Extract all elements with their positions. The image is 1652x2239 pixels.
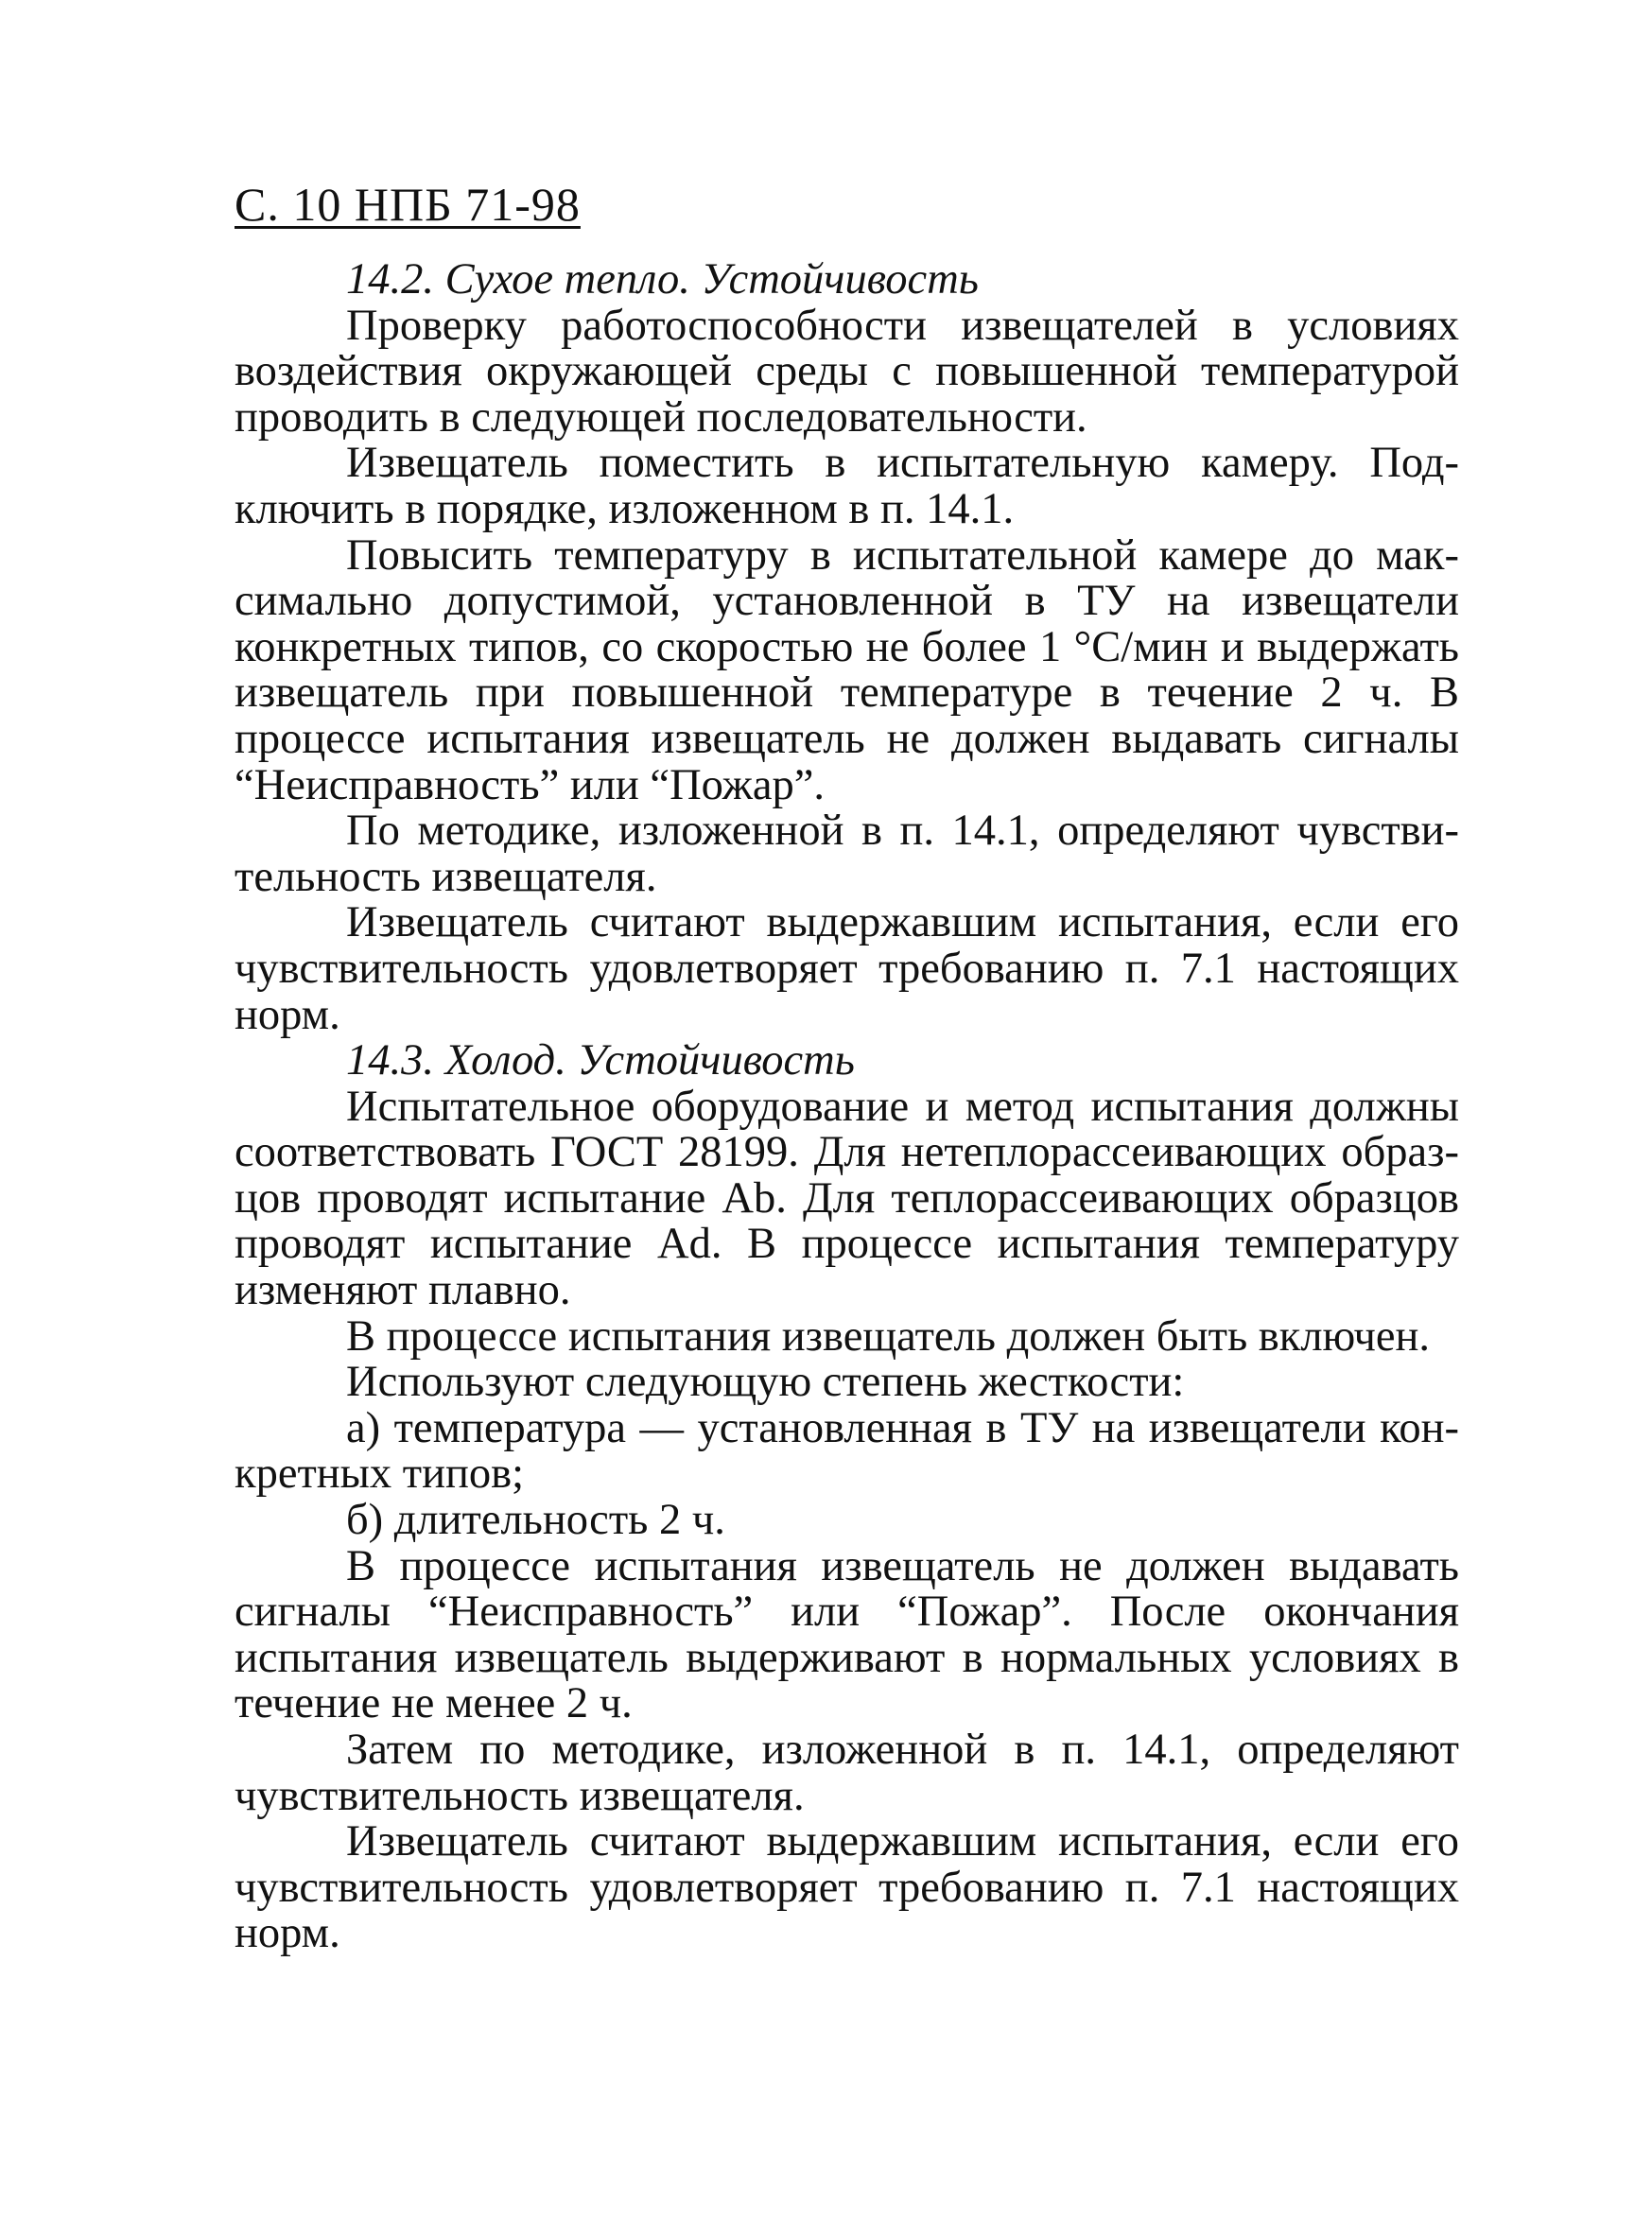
page-content [235,257,1459,1957]
section-14-2-paragraph-1: Проверку работоспособности извещателей в условиях воздействия окружающей среды с повышенной температурой проводить в следующей последовательности. [235,301,1459,442]
section-14-3-paragraph-1: Испытательное оборудование и метод испытания должны соответствовать ГОСТ 28199. Для нетеплорассеивающих образцов проводят испытание Ab. Для теплорассеивающих образцов проводят испытание Ad. В процессе испытания температуру изменяют плавно. [235,1082,1459,1315]
page-header: С. 10 НПБ 71-98 [235,178,581,231]
section-14-2-paragraph-5: Извещатель считают выдержавшим испытания, если его чувствительность удовлетворяет требованию п. 7.1 настоящих норм. [235,898,1459,1039]
section-14-3-paragraph-3: Используют следующую степень жесткости: [346,1358,1185,1407]
section-14-2-paragraph-3: Повысить температуру в испытательной камере до максимально допустимой, установленной в ТУ на извещатели конкретных типов, со скоростью не более 1 °С/мин и выдержать извещатель при повышенной температуре в течение 2 ч. В процессе испытания извещатель не должен выдавать сигналы “Неисправность” или “Пожар”. [235,530,1459,809]
section-14-3-paragraph-2: В процессе испытания извещатель должен быть включен. [346,1311,1431,1361]
section-14-3-title: 14.3. Холод. Устойчивость [346,1036,855,1085]
section-14-3-list-item-b: б) длительность 2 ч. [346,1496,725,1545]
section-14-3-paragraph-4: В процессе испытания извещатель не должен выдавать сигналы “Неисправность” или “Пожар”. После окончания испытания извещатель выдерживают в нормальных условиях в течение не менее 2 ч. [235,1541,1459,1728]
section-14-3-paragraph-5: Затем по методике, изложенной в п. 14.1, определяют чувствительность извещателя. [235,1726,1459,1820]
section-14-3-paragraph-6: Извещатель считают выдержавшим испытания, если его чувствительность удовлетворяет требованию п. 7.1 настоящих норм. [235,1817,1459,1958]
section-14-3-list-item-a: а) температура — установленная в ТУ на извещатели конкретных типов; [235,1403,1459,1499]
section-14-2-title: 14.2. Сухое тепло. Устойчивость [346,255,979,304]
section-14-2-paragraph-2: Извещатель поместить в испытательную камеру. Подключить в порядке, изложенном в п. 14.1. [235,439,1459,533]
section-14-2-paragraph-4: По методике, изложенной в п. 14.1, определяют чувствительность извещателя. [235,807,1459,901]
